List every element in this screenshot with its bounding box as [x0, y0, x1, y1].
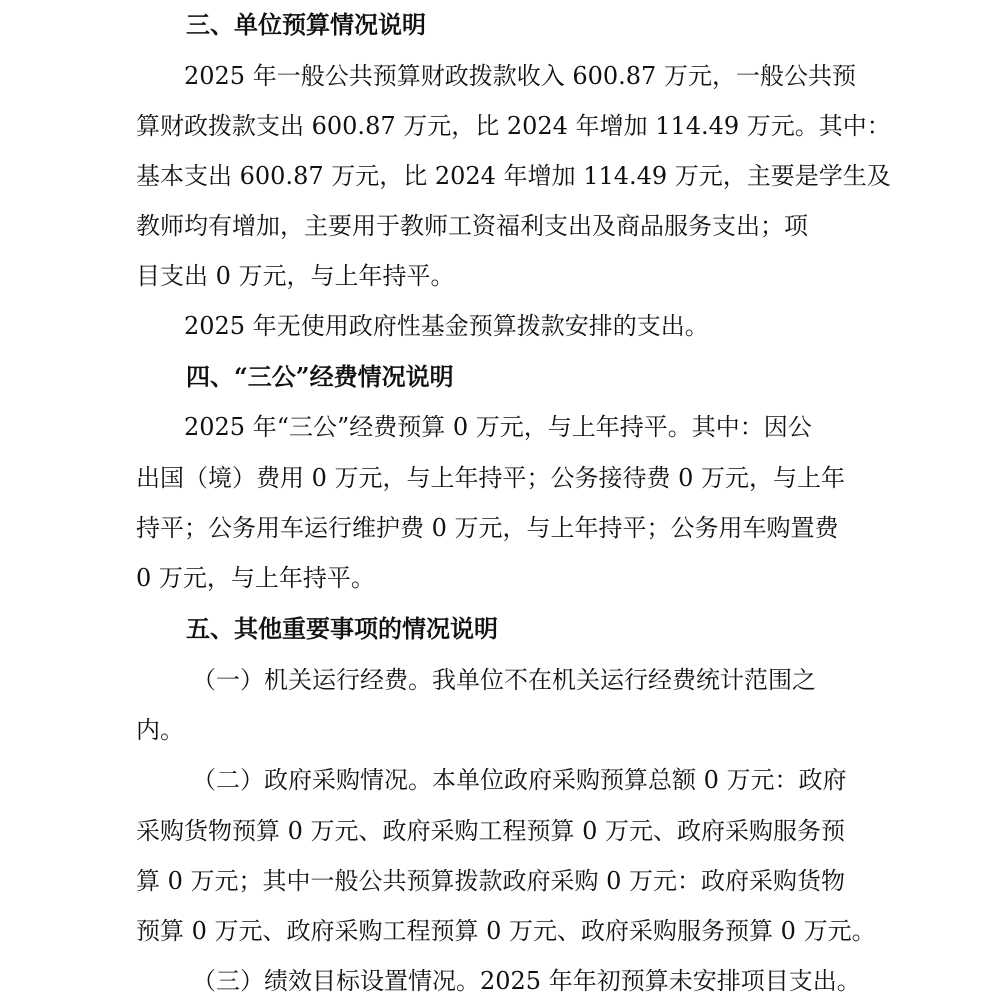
- section-4-paragraph-line: 2025 年“三公”经费预算 0 万元，与上年持平。其中：因公: [184, 413, 812, 441]
- item-1-line: 内。: [136, 716, 184, 744]
- section-3-heading: 三、单位预算情况说明: [186, 10, 426, 39]
- section-3-paragraph-line: 目支出 0 万元，与上年持平。: [136, 262, 455, 290]
- item-1-line: （一）机关运行经费。我单位不在机关运行经费统计范围之: [192, 666, 816, 694]
- item-2-line: 预算 0 万元、政府采购工程预算 0 万元、政府采购服务预算 0 万元。: [136, 917, 876, 945]
- section-4-paragraph-line: 出国（境）费用 0 万元，与上年持平；公务接待费 0 万元，与上年: [136, 464, 846, 492]
- item-2-line: 采购货物预算 0 万元、政府采购工程预算 0 万元、政府采购服务预: [136, 817, 846, 845]
- section-4-paragraph-line: 0 万元，与上年持平。: [136, 564, 375, 592]
- section-3-paragraph-line: 基本支出 600.87 万元，比 2024 年增加 114.49 万元，主要是学生及: [136, 162, 891, 190]
- item-3-line: （三）绩效目标设置情况。2025 年年初预算未安排项目支出。: [192, 967, 861, 995]
- section-3-paragraph-line: 教师均有增加，主要用于教师工资福利支出及商品服务支出；项: [136, 212, 808, 240]
- section-3-paragraph-line: 2025 年一般公共预算财政拨款收入 600.87 万元，一般公共预: [184, 62, 856, 90]
- section-3-fund-paragraph: 2025 年无使用政府性基金预算拨款安排的支出。: [184, 312, 709, 340]
- item-2-line: （二）政府采购情况。本单位政府采购预算总额 0 万元：政府: [192, 766, 847, 794]
- section-4-paragraph-line: 持平；公务用车运行维护费 0 万元，与上年持平；公务用车购置费: [136, 514, 839, 542]
- section-3-paragraph-line: 算财政拨款支出 600.87 万元，比 2024 年增加 114.49 万元。其中：: [136, 112, 891, 140]
- section-5-heading: 五、其他重要事项的情况说明: [186, 614, 498, 643]
- section-4-heading: 四、“三公”经费情况说明: [186, 362, 454, 391]
- item-2-line: 算 0 万元；其中一般公共预算拨款政府采购 0 万元：政府采购货物: [136, 867, 846, 895]
